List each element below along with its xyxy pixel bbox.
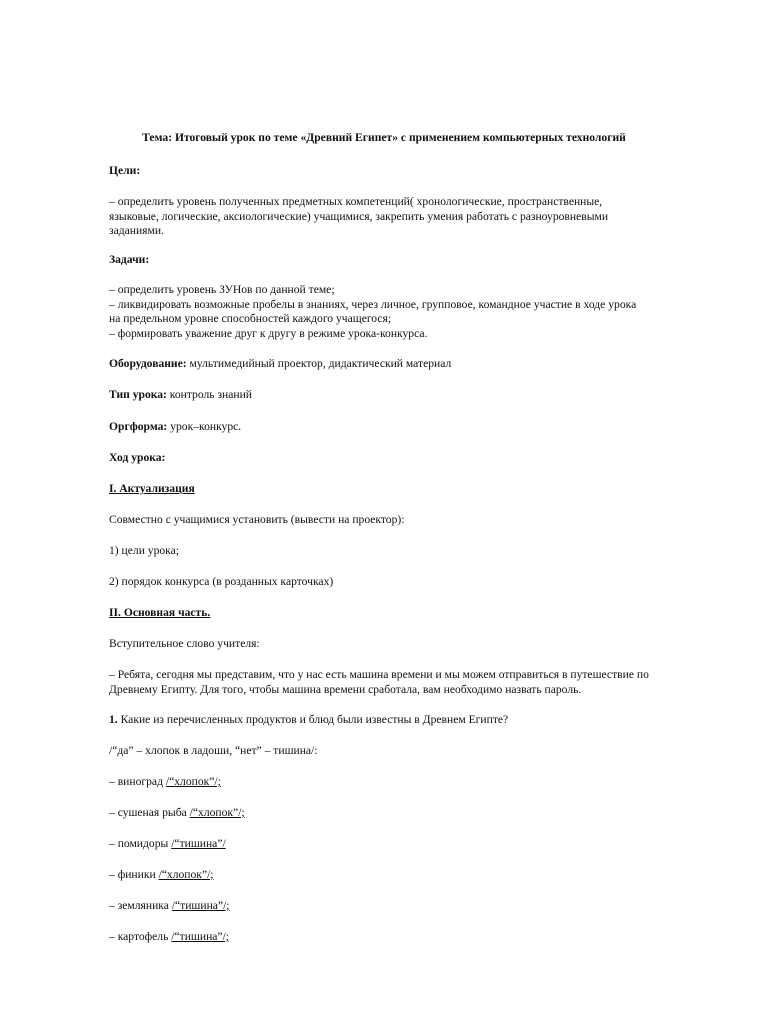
goals-line: языковые, логические, аксиологические) учащимися, закрепить умения работать с разноуровневыми <box>109 209 609 223</box>
org-form-value: урок–конкурс. <box>167 420 242 433</box>
goals-heading: Цели: <box>109 164 141 177</box>
section1-item-order: 2) порядок конкурса (в розданных карточках) <box>109 575 334 588</box>
question1-text: Какие из перечисленных продуктов и блюд были известны в Древнем Египте? <box>117 713 509 726</box>
answer-item <box>109 775 719 790</box>
lesson-type-line <box>109 388 719 403</box>
answer-item-name: – финики <box>109 868 159 881</box>
tasks-list <box>109 283 719 341</box>
lesson-type-label: Тип урока: <box>109 388 167 401</box>
answer-item-response: /“тишина”/ <box>171 837 226 850</box>
answer-item-response: /“тишина”/; <box>171 899 230 912</box>
document-title: Тема: Итоговый урок по теме «Древний Египет» с применением компьютерных технологий <box>142 131 626 144</box>
lesson-type-value: контроль знаний <box>166 388 253 401</box>
speech-line: – Ребята, сегодня мы представим, что у нас есть машина времени и мы можем отправиться в путешествие по <box>109 668 649 681</box>
question1 <box>109 713 719 728</box>
goals-text <box>109 195 719 239</box>
question1-rule: /“да” – хлопок в ладоши, “нет” – тишина/: <box>109 744 318 757</box>
answer-item <box>109 930 719 945</box>
answer-item <box>109 837 719 852</box>
answer-item-response: /“тишина”/; <box>171 930 230 943</box>
answer-item-name: – земляника <box>109 899 172 912</box>
answer-item-name: – картофель <box>109 930 172 943</box>
answer-item-response: /“хлопок”/; <box>158 868 214 881</box>
tasks-line: – ликвидировать возможные пробелы в знаниях, через личное, групповое, командное участие в ходе урока <box>109 297 637 311</box>
answer-item-name: – помидоры <box>109 837 172 850</box>
tasks-line: – формировать уважение друг к другу в режиме урока-конкурса. <box>109 326 428 340</box>
tasks-line: на предельном уровне способностей каждого учащегося; <box>109 312 392 326</box>
goals-line: заданиями. <box>109 224 164 238</box>
answer-item <box>109 868 719 883</box>
teacher-speech <box>109 668 719 697</box>
lesson-flow-heading: Ход урока: <box>109 451 166 464</box>
equipment-line <box>109 357 719 372</box>
section2-intro: Вступительное слово учителя: <box>109 637 260 650</box>
org-form-label: Оргформа: <box>109 420 168 433</box>
answer-item <box>109 899 719 914</box>
answer-item <box>109 806 719 821</box>
equipment-value: мультимедийный проектор, дидактический материал <box>186 357 452 370</box>
speech-line: Древнему Египту. Для того, чтобы машина времени сработала, вам необходимо назвать пароль. <box>109 682 582 696</box>
answer-item-name: – сушеная рыба <box>109 806 190 819</box>
section2-heading: II. Основная часть. <box>109 606 211 619</box>
section1-heading: I. Актуализация <box>109 482 195 495</box>
question1-number: 1. <box>109 713 118 726</box>
tasks-heading: Задачи: <box>109 253 150 266</box>
section1-item-goals: 1) цели урока; <box>109 544 180 557</box>
answer-item-response: /“хлопок”/; <box>189 806 245 819</box>
org-form-line <box>109 420 719 435</box>
answer-item-response: /“хлопок”/; <box>165 775 221 788</box>
equipment-label: Оборудование: <box>109 357 187 370</box>
answer-item-name: – виноград <box>109 775 166 788</box>
section1-intro: Совместно с учащимися установить (вывести на проектор): <box>109 513 405 526</box>
goals-line: – определить уровень полученных предметных компетенций( хронологические, пространственные, <box>109 195 603 208</box>
tasks-line: – определить уровень ЗУНов по данной теме; <box>109 283 335 296</box>
